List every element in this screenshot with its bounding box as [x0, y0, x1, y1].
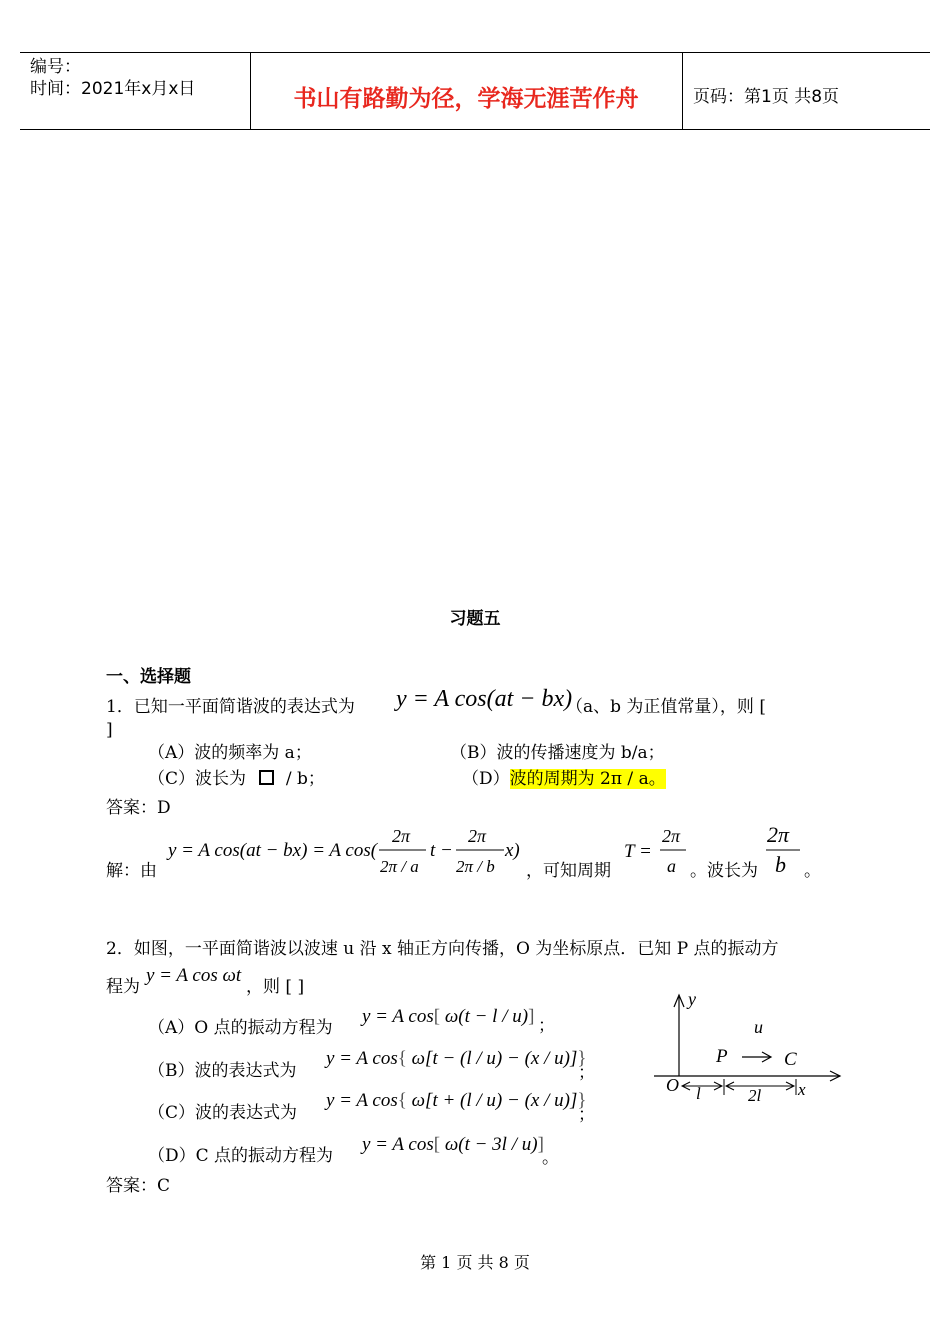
label-c: C: [784, 1049, 797, 1070]
q1-option-d-highlighted: 波的周期为 2π / a。: [509, 769, 666, 789]
period-den: a: [667, 856, 676, 876]
q1-stem-text: 1．已知一平面简谐波的表达式为: [106, 697, 355, 717]
q2-option-b-semicolon: ；: [578, 1063, 595, 1083]
q2-option-d-period: 。: [542, 1148, 559, 1168]
q1-bracket-close: ]: [106, 720, 113, 740]
header-motto: 书山有路勤为径，学海无涯苦作舟: [293, 86, 639, 112]
eq-t-minus: t −: [430, 840, 453, 861]
header-page-info: 页码：第1页 共8页: [693, 87, 840, 107]
period-T: T =: [624, 841, 652, 862]
eq-frac1-num: 2π: [392, 826, 411, 846]
q1-option-d: [462, 768, 666, 790]
q1-option-a: （A）波的频率为 a；: [148, 743, 312, 763]
section-heading: 一、选择题: [106, 667, 191, 687]
wavelength-num: 2π: [767, 822, 790, 847]
q2-option-d-formula: y = A cos[ ω(t − 3l / u)]: [362, 1134, 544, 1155]
q1-answer: 答案：D: [106, 798, 171, 818]
label-l: l: [696, 1084, 701, 1103]
q2-stem-line2-prefix: 程为: [106, 977, 140, 997]
q2-stem-line2-suffix: ，则 [ ]: [246, 977, 305, 997]
q2-option-a-semicolon: ；: [538, 1016, 555, 1036]
eq-x-close: x): [505, 840, 520, 861]
header-top-rule: [20, 52, 930, 53]
q1-option-c: [148, 768, 325, 790]
q2-option-c-semicolon: ；: [578, 1105, 595, 1125]
header-meta: [30, 56, 195, 100]
header-time-label: 时间：2021年x月x日: [30, 79, 196, 99]
q2-option-c: （C）波的表达式为: [148, 1103, 298, 1123]
q1-wavelength-formula: [764, 818, 804, 878]
q1-period-formula: [622, 822, 692, 880]
q1-stem: [106, 696, 355, 718]
q2-option-b: （B）波的表达式为: [148, 1061, 297, 1081]
page-title: 习题五: [449, 609, 501, 629]
q2-option-c-formula: y = A cos{ ω[t + (l / u) − (x / u)]}: [326, 1090, 587, 1111]
q2-stem-line1: 2．如图，一平面简谐波以波速 u 沿 x 轴正方向传播，O 为坐标原点．已知 P 点的振动方: [106, 939, 779, 959]
header-divider-2: [682, 52, 683, 130]
label-p: P: [716, 1046, 728, 1067]
q1-solution-equation: [164, 822, 524, 880]
label-2l: 2l: [748, 1086, 762, 1105]
eq-frac2-den: 2π / b: [456, 857, 495, 876]
q2-option-d: （D）C 点的振动方程为: [148, 1146, 334, 1166]
q1-option-c-text: （C）波长为: [148, 769, 247, 789]
page-footer: 第 1 页 共 8 页: [420, 1253, 530, 1272]
missing-glyph-icon: [259, 770, 274, 785]
label-o: O: [666, 1075, 679, 1095]
eq-frac1-den: 2π / a: [380, 857, 419, 876]
eq-frac2-num: 2π: [468, 826, 487, 846]
period-num: 2π: [662, 826, 681, 846]
q2-p-equation: y = A cos ωt: [146, 965, 242, 986]
q2-answer: 答案：C: [106, 1176, 171, 1196]
label-x: x: [798, 1080, 806, 1099]
q1-condition: （a、b 为正值常量），则 [: [566, 697, 766, 717]
header-bottom-rule: [20, 129, 930, 130]
header-number-label: 编号：: [30, 57, 81, 77]
label-y: y: [688, 989, 696, 1009]
q1-solution-end: 。: [804, 861, 821, 881]
q1-solution-prefix: 解：由: [106, 861, 157, 881]
q1-option-d-label: （D）: [462, 769, 510, 789]
q1-option-b: （B）波的传播速度为 b/a；: [450, 743, 665, 763]
wave-figure: [650, 985, 850, 1115]
wavelength-den: b: [775, 852, 786, 877]
q1-solution-mid: ，可知周期: [526, 861, 611, 881]
q1-solution-mid2: 。波长为: [690, 861, 758, 881]
q1-option-c-tail: / b；: [285, 769, 325, 789]
label-u: u: [754, 1017, 763, 1037]
q2-option-a: （A）O 点的振动方程为: [148, 1018, 333, 1038]
q2-option-b-formula: y = A cos{ ω[t − (l / u) − (x / u)]}: [326, 1048, 587, 1069]
eq-part-1: y = A cos(at − bx) = A cos(: [168, 840, 378, 861]
q1-formula: y = A cos(at − bx): [396, 686, 573, 712]
q2-option-a-formula: y = A cos[ ω(t − l / u)]: [362, 1006, 535, 1027]
